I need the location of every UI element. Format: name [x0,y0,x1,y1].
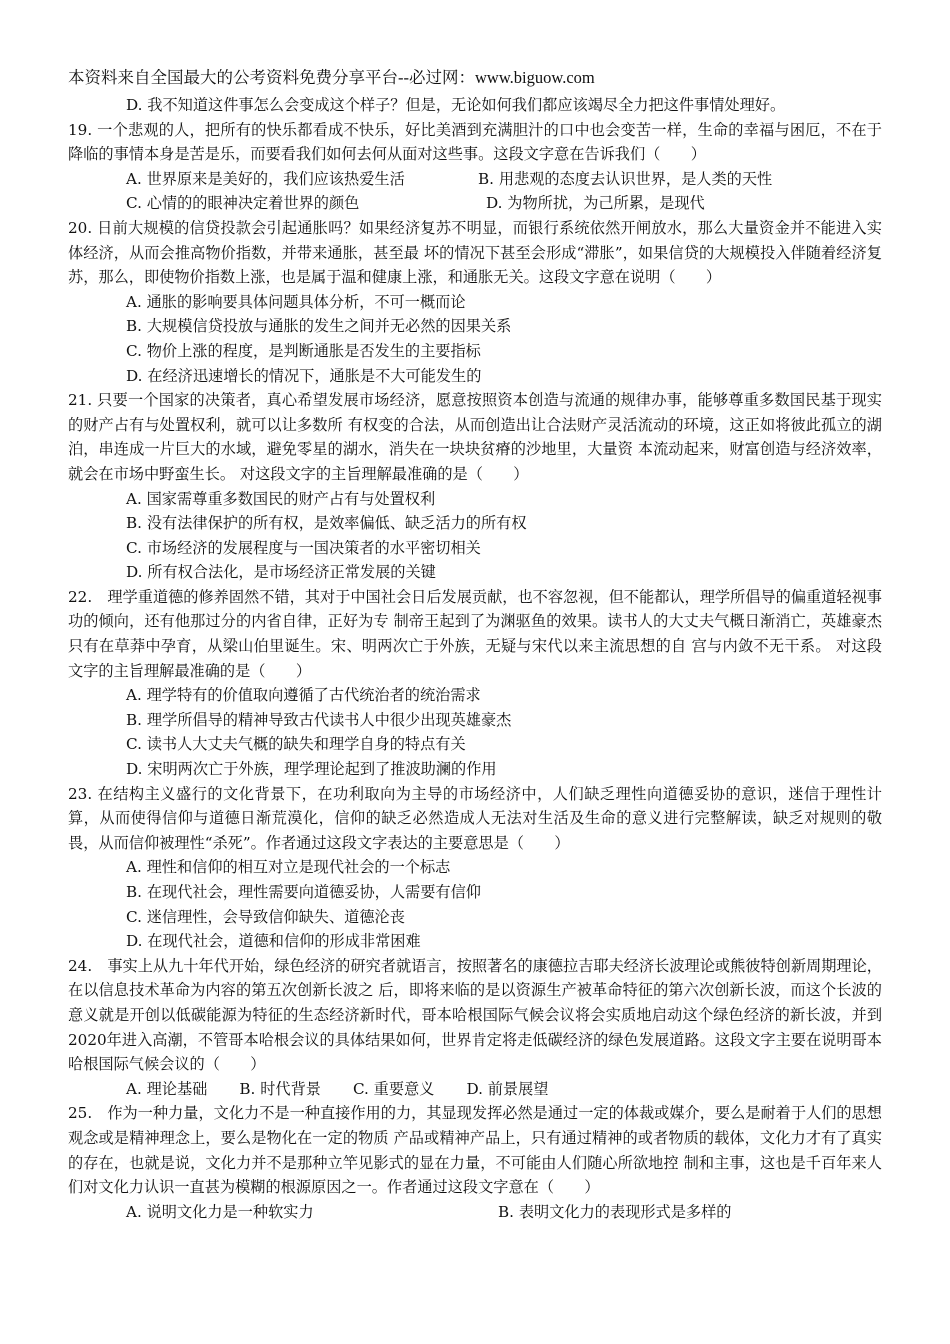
question-21-option-d: D. 所有权合法化，是市场经济正常发展的关键 [126,563,436,582]
question-24 [68,954,882,1102]
question-20-option-c: C. 物价上涨的程度，是判断通胀是否发生的主要指标 [126,341,481,360]
question-25-stem: 25. 作为一种力量，文化力不是一种直接作用的力，其显现发挥必然是通过一定的体裁或媒介，要么是耐着于人们的思想观念或是精神理念上，要么是物化在一定的物质 产品或精神产品上，只有通过精神的或者物质的载体，文化力才有了真实的存在，也就是说，文化力并不是那种立竿见影式的显在力量，不可能由人们随心所欲地控 制和主事，这也是千百年来人们对文化力认识一直甚为模糊的根源原因之一。作者通过这段文字意在（ ） [68,1104,882,1197]
question-21-option-c: C. 市场经济的发展程度与一国决策者的水平密切相关 [126,538,481,557]
question-22-option-c: C. 读书人大丈夫气概的缺失和理学自身的特点有关 [126,735,466,754]
question-24-options [68,1077,882,1102]
question-22-stem: 22. 理学重道德的修养固然不错，其对于中国社会日后发展贡献，也不容忽视，但不能都认，理学所倡导的偏重道轻视事功的倾向，还有他那过分的内省自律，正好为专 制帝王起到了为渊驱鱼的效果。读书人的大丈夫气概日渐消亡，英雄豪杰只有在草莽中孕育，从梁山伯里诞生。宋、明两次亡于外族，无疑与宋代以来主流思想的自 宫与内敛不无干系。 对这段文字的主旨理解最准确的是（ ） [68,587,882,680]
question-25-option-a: A. 说明文化力是一种软实力 [126,1202,314,1221]
question-19-option-d: D. 为物所扰，为己所累，是现代 [486,194,705,213]
question-23-option-c: C. 迷信理性，会导致信仰缺失、道德沦丧 [126,907,405,926]
question-24-stem: 24. 事实上从九十年代开始，绿色经济的研究者就语言，按照著名的康德拉吉耶夫经济长波理论或熊彼特创新周期理论，在以信息技术革命为内容的第五次创新长波之 后，即将来临的是以资源生产被革命特征的第六次创新长波，而这个长波的意义就是开创以低碳能源为特征的生态经济新时代，哥本哈根国际气候会议将会实质地启动这个绿色经济的新长波，并到2020年进入高潮，不管哥本哈根会议的具体结果如何，世界肯定将走低碳经济的绿色发展道路。这段文字主要在说明哥本哈根国际气候会议的（ ） [68,956,882,1074]
question-20-option-d: D. 在经济迅速增长的情况下，通胀是不大可能发生的 [126,366,482,385]
question-content [68,93,882,1224]
question-19-option-a: A. 世界原来是美好的，我们应该热爱生活 [126,169,405,188]
question-21-stem: 21. 只要一个国家的决策者，真心希望发展市场经济，愿意按照资本创造与流通的规律办事，能够尊重多数国民基于现实的财产占有与处置权利，就可以让多数所 有权变的合法，从而创造出让合法财产灵活流动的环境，这正如将彼此孤立的湖泊，串连成一片巨大的水域，避免零星的湖水，消失在一块块贫瘠的沙地里，大量资 本流动起来，财富创造与经济效率，就会在市场中野蛮生长。 对这段文字的主旨理解最准确的是（ ） [68,391,882,483]
question-25-options-ab [68,1200,882,1225]
question-20 [68,216,882,388]
question-22-option-d: D. 宋明两次亡于外族，理学理论起到了推波助澜的作用 [126,760,497,779]
question-24-option-b: B. 时代背景 [239,1079,321,1098]
question-19-stem: 19. 一个悲观的人，把所有的快乐都看成不快乐，好比美酒到充满胆汁的口中也会变苦一样，生命的幸福与困厄，不在于降临的事情本身是苦是乐，而要看我们如何去何从面对这些事。这段文字意在告诉我们（ ） [68,120,882,164]
question-22-option-b: B. 理学所倡导的精神导致古代读书人中很少出现英雄豪杰 [126,710,512,729]
question-19 [68,118,882,216]
question-24-option-d: D. 前景展望 [466,1079,549,1098]
question-19-option-c: C. 心情的的眼神决定着世界的颜色 [126,194,360,213]
question-19-options-ab [68,167,882,192]
question-24-option-a: A. 理论基础 [126,1079,208,1098]
question-22-option-a: A. 理学特有的价值取向遵循了古代统治者的统治需求 [126,686,481,705]
question-23 [68,782,882,954]
question-20-option-a: A. 通胀的影响要具体问题具体分析，不可一概而论 [126,292,466,311]
question-24-option-c: C. 重要意义 [352,1079,435,1098]
page-header: 本资料来自全国最大的公考资料免费分享平台--必过网：www.biguow.com [68,68,595,87]
question-23-option-a: A. 理性和信仰的相互对立是现代社会的一个标志 [126,858,451,877]
question-19-options-cd [68,191,882,216]
question-25 [68,1101,882,1224]
question-22 [68,585,882,782]
question-19-option-b: B. 用悲观的态度去认识世界，是人类的天性 [478,169,773,188]
question-21 [68,388,882,585]
question-21-option-a: A. 国家需尊重多数国民的财产占有与处置权利 [126,489,436,508]
question-21-option-b: B. 没有法律保护的所有权，是效率偏低、缺乏活力的所有权 [126,514,527,533]
question-20-stem: 20. 日前大规模的信贷投款会引起通胀吗？如果经济复苏不明显，而银行系统依然开闸放水，那么大量资金并不能进入实体经济，从而会推高物价指数，并带来通胀，甚至最 坏的情况下甚至会形成“滞胀”，如果信贷的大规模投入伴随着经济复苏，那么，即使物价指数上涨，也是属于温和健康上涨，和通胀无关。这段文字意在说明（ ） [68,218,882,287]
question-20-option-b: B. 大规模信贷投放与通胀的发生之间并无必然的因果关系 [126,317,512,336]
question-23-option-d: D. 在现代社会，道德和信仰的形成非常困难 [126,932,421,951]
prev-question-option-d: D. 我不知道这件事怎么会变成这个样子？但是，无论如何我们都应该竭尽全力把这件事情处理好。 [126,96,786,114]
question-23-stem: 23. 在结构主义盛行的文化背景下，在功利取向为主导的市场经济中，人们缺乏理性向道德妥协的意识，迷信于理性计算，从而使得信仰与道德日渐荒漠化，信仰的缺乏必然造成人无法对生活及生命的意义进行完整解读，缺乏对规则的敬畏，从而信仰被理性“杀死”。作者通过这段文字表达的主要意思是（ ） [68,784,882,852]
question-25-option-b: B. 表明文化力的表现形式是多样的 [498,1202,732,1221]
question-23-option-b: B. 在现代社会，理性需要向道德妥协，人需要有信仰 [126,883,481,901]
